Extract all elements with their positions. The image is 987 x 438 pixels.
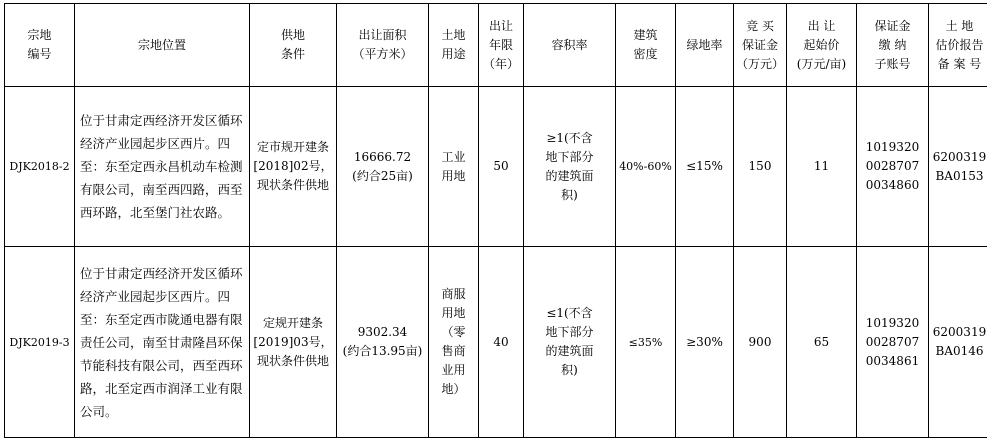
header-area: 出让面积 （平方米） — [337, 4, 429, 87]
cell-account: 1019320 0028707 0034860 — [857, 87, 929, 247]
cell-parcel-no: DJK2019-3 — [5, 247, 75, 438]
cell-deposit: 150 — [734, 87, 787, 247]
cell-green: ≤15% — [676, 87, 734, 247]
header-density: 建筑 密度 — [616, 4, 676, 87]
cell-location: 位于甘肃定西经济开发区循环经济产业园起步区西片。四至：东至定西市陇通电器有限责任公司，南至甘肃隆昌环保节能科技有限公司，西至西环路，北至定西市润泽工业有限公司。 — [75, 247, 250, 438]
header-far: 容积率 — [524, 4, 616, 87]
header-start-price: 出 让 起始价 (万元/亩) — [787, 4, 857, 87]
cell-use: 商服 用地 （零 售商 业用 地） — [429, 247, 479, 438]
cell-report: 6200319 BA0146 — [929, 247, 987, 438]
cell-account: 1019320 0028707 0034861 — [857, 247, 929, 438]
header-parcel-no: 宗地 编号 — [5, 4, 75, 87]
land-transfer-table — [4, 3, 987, 438]
table-row — [5, 247, 987, 438]
header-account: 保证金 缴 纳 子账号 — [857, 4, 929, 87]
cell-location: 位于甘肃定西经济开发区循环经济产业园起步区西片。四至：东至定西永昌机动车检测有限公司，南至西四路，西至西环路，北至堡门社农路。 — [75, 87, 250, 247]
header-supply: 供地 条件 — [250, 4, 337, 87]
header-green: 绿地率 — [676, 4, 734, 87]
cell-use: 工业 用地 — [429, 87, 479, 247]
table-row — [5, 87, 987, 247]
header-deposit: 竞 买 保证金 （万元） — [734, 4, 787, 87]
cell-term: 50 — [479, 87, 524, 247]
cell-far: ≥1(不含 地下部分 的建筑面 积) — [524, 87, 616, 247]
cell-report: 6200319 BA0153 — [929, 87, 987, 247]
cell-start-price: 65 — [787, 247, 857, 438]
header-row — [5, 4, 987, 87]
cell-supply: 定市规开建条 [2018]02号， 现状条件供地 — [250, 87, 337, 247]
header-use: 土地 用途 — [429, 4, 479, 87]
header-term: 出让 年限 （年） — [479, 4, 524, 87]
header-report: 土 地 估价报告 备 案 号 — [929, 4, 987, 87]
cell-deposit: 900 — [734, 247, 787, 438]
cell-density: ≤35% — [616, 247, 676, 438]
cell-start-price: 11 — [787, 87, 857, 247]
cell-area: 9302.34 (约合13.95亩) — [337, 247, 429, 438]
cell-supply: 定规开建条 [2019]03号， 现状条件供地 — [250, 247, 337, 438]
cell-area: 16666.72 (约合25亩) — [337, 87, 429, 247]
cell-far: ≤1(不含 地下部分 的建筑面 积) — [524, 247, 616, 438]
cell-green: ≥30% — [676, 247, 734, 438]
cell-density: 40%-60% — [616, 87, 676, 247]
header-location: 宗地位置 — [75, 4, 250, 87]
cell-parcel-no: DJK2018-2 — [5, 87, 75, 247]
cell-term: 40 — [479, 247, 524, 438]
